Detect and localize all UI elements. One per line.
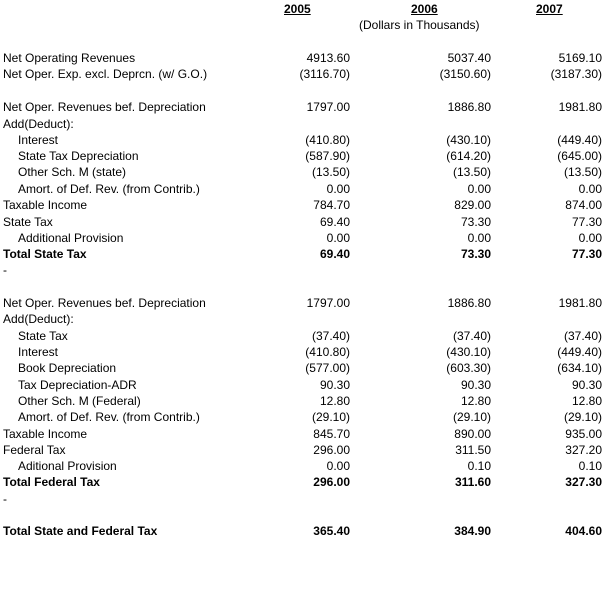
row-label: Net Operating Revenues <box>3 51 136 65</box>
value-2005: (13.50) <box>311 165 350 179</box>
value-2005: 0.00 <box>326 231 350 245</box>
value-2005: 1797.00 <box>306 100 350 114</box>
value-2007: 5169.10 <box>558 51 602 65</box>
value-2005: 365.40 <box>313 524 350 538</box>
value-2007: 90.30 <box>571 378 602 392</box>
year-header-2005: 2005 <box>284 2 311 16</box>
table-row <box>0 328 607 344</box>
row-label: Other Sch. M (Federal) <box>18 394 141 408</box>
value-2006: 0.10 <box>467 459 491 473</box>
table-row <box>0 295 607 311</box>
value-2005: 69.40 <box>319 215 350 229</box>
row-label: - <box>3 263 7 277</box>
row-label: Book Depreciation <box>18 361 117 375</box>
table-row <box>0 458 607 474</box>
row-label: Other Sch. M (state) <box>18 165 127 179</box>
value-2005: 1797.00 <box>306 296 350 310</box>
table-row <box>0 132 607 148</box>
value-2007: (449.40) <box>557 133 602 147</box>
value-2007: 874.00 <box>565 198 602 212</box>
value-2006: 829.00 <box>454 198 491 212</box>
value-2007: 1981.80 <box>558 100 602 114</box>
row-label: State Tax <box>3 215 53 229</box>
value-2005: 296.00 <box>313 475 350 489</box>
table-row <box>0 442 607 458</box>
table-row <box>0 230 607 246</box>
table-row <box>0 360 607 376</box>
table-row <box>0 246 607 262</box>
value-2007: 404.60 <box>565 524 602 538</box>
table-row <box>0 474 607 490</box>
value-2007: 1981.80 <box>558 296 602 310</box>
value-2007: 0.00 <box>578 231 602 245</box>
value-2006: (614.20) <box>446 149 491 163</box>
value-2006: 1886.80 <box>447 100 491 114</box>
value-2006: 311.60 <box>454 475 491 489</box>
table-row <box>0 164 607 180</box>
value-2005: 0.00 <box>326 459 350 473</box>
table-row <box>0 99 607 115</box>
value-2007: 935.00 <box>565 427 602 441</box>
value-2007: (29.10) <box>563 410 602 424</box>
value-2007: (3187.30) <box>550 67 602 81</box>
value-2007: 12.80 <box>571 394 602 408</box>
row-label: Aditional Provision <box>18 459 117 473</box>
table-row <box>0 311 607 327</box>
value-2006: 5037.40 <box>447 51 491 65</box>
table-row <box>0 377 607 393</box>
row-label: Net Oper. Revenues bef. Depreciation <box>3 100 206 114</box>
table-row <box>0 66 607 82</box>
row-label: Add(Deduct): <box>3 312 74 326</box>
value-2006: 90.30 <box>460 378 491 392</box>
value-2007: (645.00) <box>557 149 602 163</box>
row-label: Add(Deduct): <box>3 117 74 131</box>
row-label: Net Oper. Exp. excl. Deprcn. (w/ G.O.) <box>3 67 208 81</box>
value-2007: 327.20 <box>565 443 602 457</box>
year-header-2007: 2007 <box>536 2 563 16</box>
table-row <box>0 262 607 278</box>
row-label: Interest <box>18 133 59 147</box>
table-row <box>0 50 607 66</box>
value-2006: 73.30 <box>460 215 491 229</box>
row-label: Total State and Federal Tax <box>3 524 158 538</box>
table-row <box>0 491 607 507</box>
value-2006: 384.90 <box>454 524 491 538</box>
value-2007: 77.30 <box>571 247 602 261</box>
value-2005: 69.40 <box>319 247 350 261</box>
value-2006: 1886.80 <box>447 296 491 310</box>
value-2006: (603.30) <box>446 361 491 375</box>
value-2006: (3150.60) <box>439 67 491 81</box>
table-row <box>0 214 607 230</box>
table-row <box>0 197 607 213</box>
value-2005: 0.00 <box>326 182 350 196</box>
value-2005: (587.90) <box>305 149 350 163</box>
table-row <box>0 393 607 409</box>
row-label: Taxable Income <box>3 427 88 441</box>
row-label: Amort. of Def. Rev. (from Contrib.) <box>18 410 200 424</box>
value-2005: 12.80 <box>319 394 350 408</box>
table-row <box>0 523 607 539</box>
value-2007: (13.50) <box>563 165 602 179</box>
row-label: Tax Depreciation-ADR <box>18 378 137 392</box>
value-2007: 77.30 <box>571 215 602 229</box>
value-2007: (634.10) <box>557 361 602 375</box>
row-label: State Tax <box>18 329 68 343</box>
row-label: - <box>3 492 7 506</box>
value-2006: 73.30 <box>460 247 491 261</box>
table-row <box>0 116 607 132</box>
value-2005: 845.70 <box>313 427 350 441</box>
value-2007: 0.10 <box>578 459 602 473</box>
table-row <box>0 148 607 164</box>
value-2007: (449.40) <box>557 345 602 359</box>
table-row <box>0 181 607 197</box>
value-2005: 90.30 <box>319 378 350 392</box>
value-2005: (3116.70) <box>299 67 350 81</box>
table-row <box>0 409 607 425</box>
value-2006: 311.50 <box>455 443 491 457</box>
value-2005: (410.80) <box>305 133 350 147</box>
year-header-2006: 2006 <box>411 2 438 16</box>
value-2005: 784.70 <box>313 198 350 212</box>
value-2006: (37.40) <box>452 329 491 343</box>
value-2006: (430.10) <box>446 133 491 147</box>
value-2005: (410.80) <box>305 345 350 359</box>
table-row <box>0 344 607 360</box>
value-2006: (430.10) <box>446 345 491 359</box>
value-2007: 327.30 <box>565 475 602 489</box>
row-label: State Tax Depreciation <box>18 149 139 163</box>
value-2006: 0.00 <box>467 182 491 196</box>
value-2006: (13.50) <box>452 165 491 179</box>
units-note: (Dollars in Thousands) <box>359 18 480 32</box>
value-2005: 4913.60 <box>306 51 350 65</box>
value-2006: 12.80 <box>460 394 491 408</box>
value-2007: 0.00 <box>578 182 602 196</box>
table-row <box>0 426 607 442</box>
value-2005: (577.00) <box>305 361 350 375</box>
value-2005: (37.40) <box>311 329 350 343</box>
row-label: Taxable Income <box>3 198 88 212</box>
row-label: Amort. of Def. Rev. (from Contrib.) <box>18 182 200 196</box>
row-label: Net Oper. Revenues bef. Depreciation <box>3 296 206 310</box>
row-label: Total State Tax <box>3 247 87 261</box>
value-2005: 296.00 <box>313 443 350 457</box>
value-2007: (37.40) <box>563 329 602 343</box>
row-label: Total Federal Tax <box>3 475 100 489</box>
value-2005: (29.10) <box>311 410 350 424</box>
value-2006: 0.00 <box>467 231 491 245</box>
row-label: Federal Tax <box>3 443 66 457</box>
value-2006: (29.10) <box>452 410 491 424</box>
row-label: Additional Provision <box>18 231 124 245</box>
row-label: Interest <box>18 345 59 359</box>
value-2006: 890.00 <box>454 427 491 441</box>
